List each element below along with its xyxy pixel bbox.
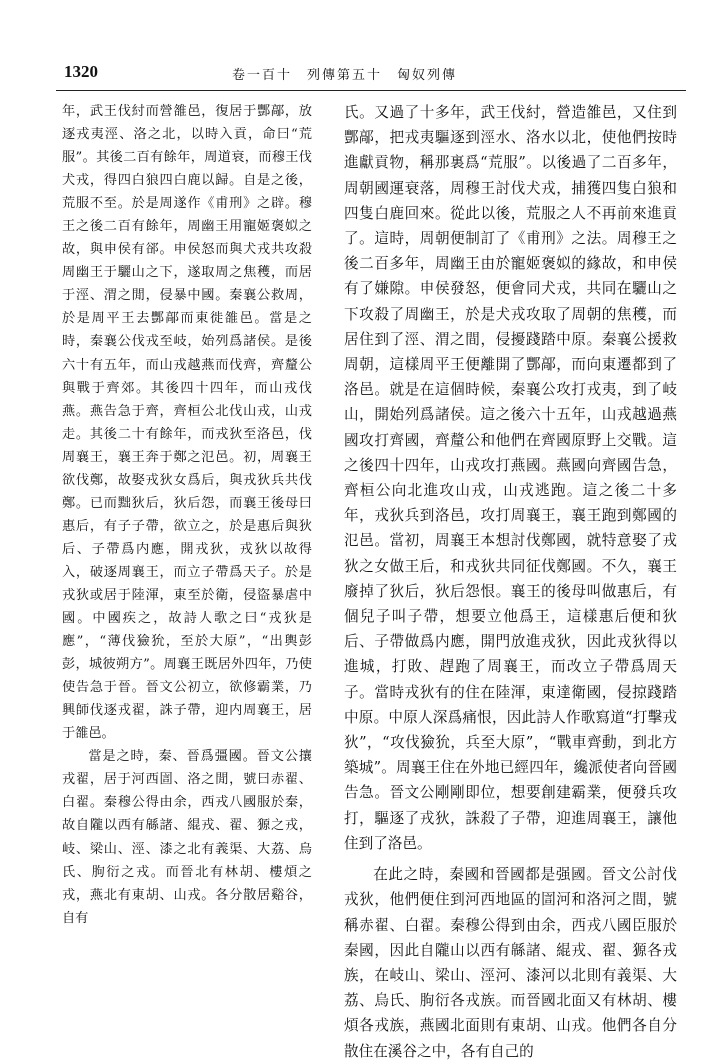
- classical-paragraph-1: 年，武王伐紂而營雒邑，復居于酆鄗，放逐戎夷涇、洛之北，以時入貢，命曰“荒服”。其後二百有餘年，周道衰，而穆王伐犬戎，得四白狼四白鹿以歸。自是之後，荒服不至。於是周遂作《甫刑》之辟。穆王之後二百有餘年，周幽王用寵姬褒姒之故，與申侯有郤。申侯怒而與犬戎共攻殺周幽王于驪山之下，遂取周之焦穫，而居于涇、渭之閒，侵暴中國。秦襄公救周，於是周平王去酆鄗而東徙雒邑。當是之時，秦襄公伐戎至岐，始列爲諸侯。是後六十有五年，而山戎越燕而伐齊，齊釐公與戰于齊郊。其後四十四年，而山戎伐燕。燕告急于齊，齊桓公北伐山戎，山戎走。其後二十有餘年，而戎狄至洛邑，伐周襄王，襄王奔于鄭之氾邑。初，周襄王欲伐鄭，故娶戎狄女爲后，與戎狄兵共伐鄭。已而黜狄后，狄后怨，而襄王後母曰惠后，有子子帶，欲立之，於是惠后與狄后、子帶爲内應，開戎狄，戎狄以故得入，破逐周襄王，而立子帶爲天子。於是戎狄或居于陸渾，東至於衛，侵盜暴虐中國。中國疾之，故詩人歌之曰“戎狄是應”，“薄伐獫狁，至於大原”，“出輿彭彭，城彼朔方”。周襄王既居外四年，乃使使告急于晉。晉文公初立，欲修霸業，乃興師伐逐戎翟，誅子帶，迎内周襄王，居于雒邑。: [62, 104, 312, 742]
- page-header: [36, 58, 680, 88]
- translation-column: [344, 100, 677, 1060]
- translation-paragraph-2: 在此之時，秦國和晉國都是强國。晉文公討伐戎狄，他們便住到河西地區的圁河和洛河之間，號稱赤翟、白翟。秦穆公得到由余，西戎八國臣服於秦國，因此自隴山以西有緜諸、緄戎、翟、獂各戎族，在岐山、梁山、涇河、漆河以北則有義渠、大荔、烏氏、朐衍各戎族。而晉國北面又有林胡、樓煩各戎族，燕國北面則有東胡、山戎。他們各自分散住在溪谷之中，各有自己的: [344, 866, 677, 1060]
- page-number: 1320: [64, 62, 98, 81]
- header-rule: [56, 90, 686, 91]
- running-head: 卷一百十 列傳第五十 匈奴列傳: [232, 68, 458, 83]
- translation-paragraph-1: 氏。又過了十多年，武王伐紂，營造雒邑，又住到酆鄗，把戎夷驅逐到涇水、洛水以北，使他們按時進獻貢物，稱那裏爲“荒服”。以後過了二百多年，周朝國運衰落，周穆王討伐犬戎，捕獲四隻白狼和四隻白鹿回來。從此以後，荒服之人不再前來進貢了。這時，周朝便制訂了《甫刑》之法。周穆王之後二百多年，周幽王由於寵姬褒姒的緣故，和申侯有了嫌隙。申侯發怒，便會同犬戎，共同在驪山之下攻殺了周幽王，於是犬戎攻取了周朝的焦穫，而居住到了涇、渭之間，侵擾踐踏中原。秦襄公援救周朝，這樣周平王便離開了酆鄗，而向東遷都到了洛邑。就是在這個時候，秦襄公攻打戎夷，到了岐山，開始列爲諸侯。這之後六十五年，山戎越過燕國攻打齊國，齊釐公和他們在齊國原野上交戰。這之後四十四年，山戎攻打燕國。燕國向齊國告急，齊桓公向北進攻山戎，山戎逃跑。這之後二十多年，戎狄兵到洛邑，攻打周襄王，襄王跑到鄭國的氾邑。當初，周襄王本想討伐鄭國，就特意娶了戎狄之女做王后，和戎狄共同征伐鄭國。不久，襄王廢掉了狄后，狄后怨恨。襄王的後母叫做惠后，有個兒子叫子帶，想要立他爲王，這樣惠后便和狄后、子帶做爲内應，開門放進戎狄，因此戎狄得以進城，打敗、趕跑了周襄王，而改立子帶爲周天子。當時戎狄有的住在陸渾，東達衛國，侵掠踐踏中原。中原人深爲痛恨，因此詩人作歌寫道“打擊戎狄”，“攻伐獫狁，兵至大原”，“戰車齊動，到北方築城”。周襄王住在外地已經四年，纔派使者向晉國告急。晉文公剛剛即位，想要創建霸業，便發兵攻打，驅逐了戎狄，誅殺了子帶，迎進周襄王，讓他住到了洛邑。: [344, 104, 677, 852]
- classical-text-column: [62, 100, 312, 980]
- classical-paragraph-2: 當是之時，秦、晉爲彊國。晉文公攘戎翟，居于河西圁、洛之閒，號曰赤翟、白翟。秦穆公得由余，西戎八國服於秦，故自隴以西有緜諸、緄戎、翟、獂之戎，岐、梁山、涇、漆之北有義渠、大荔、烏氏、朐衍之戎。而晉北有林胡、樓煩之戎，燕北有東胡、山戎。各分散居谿谷，自有: [62, 749, 312, 926]
